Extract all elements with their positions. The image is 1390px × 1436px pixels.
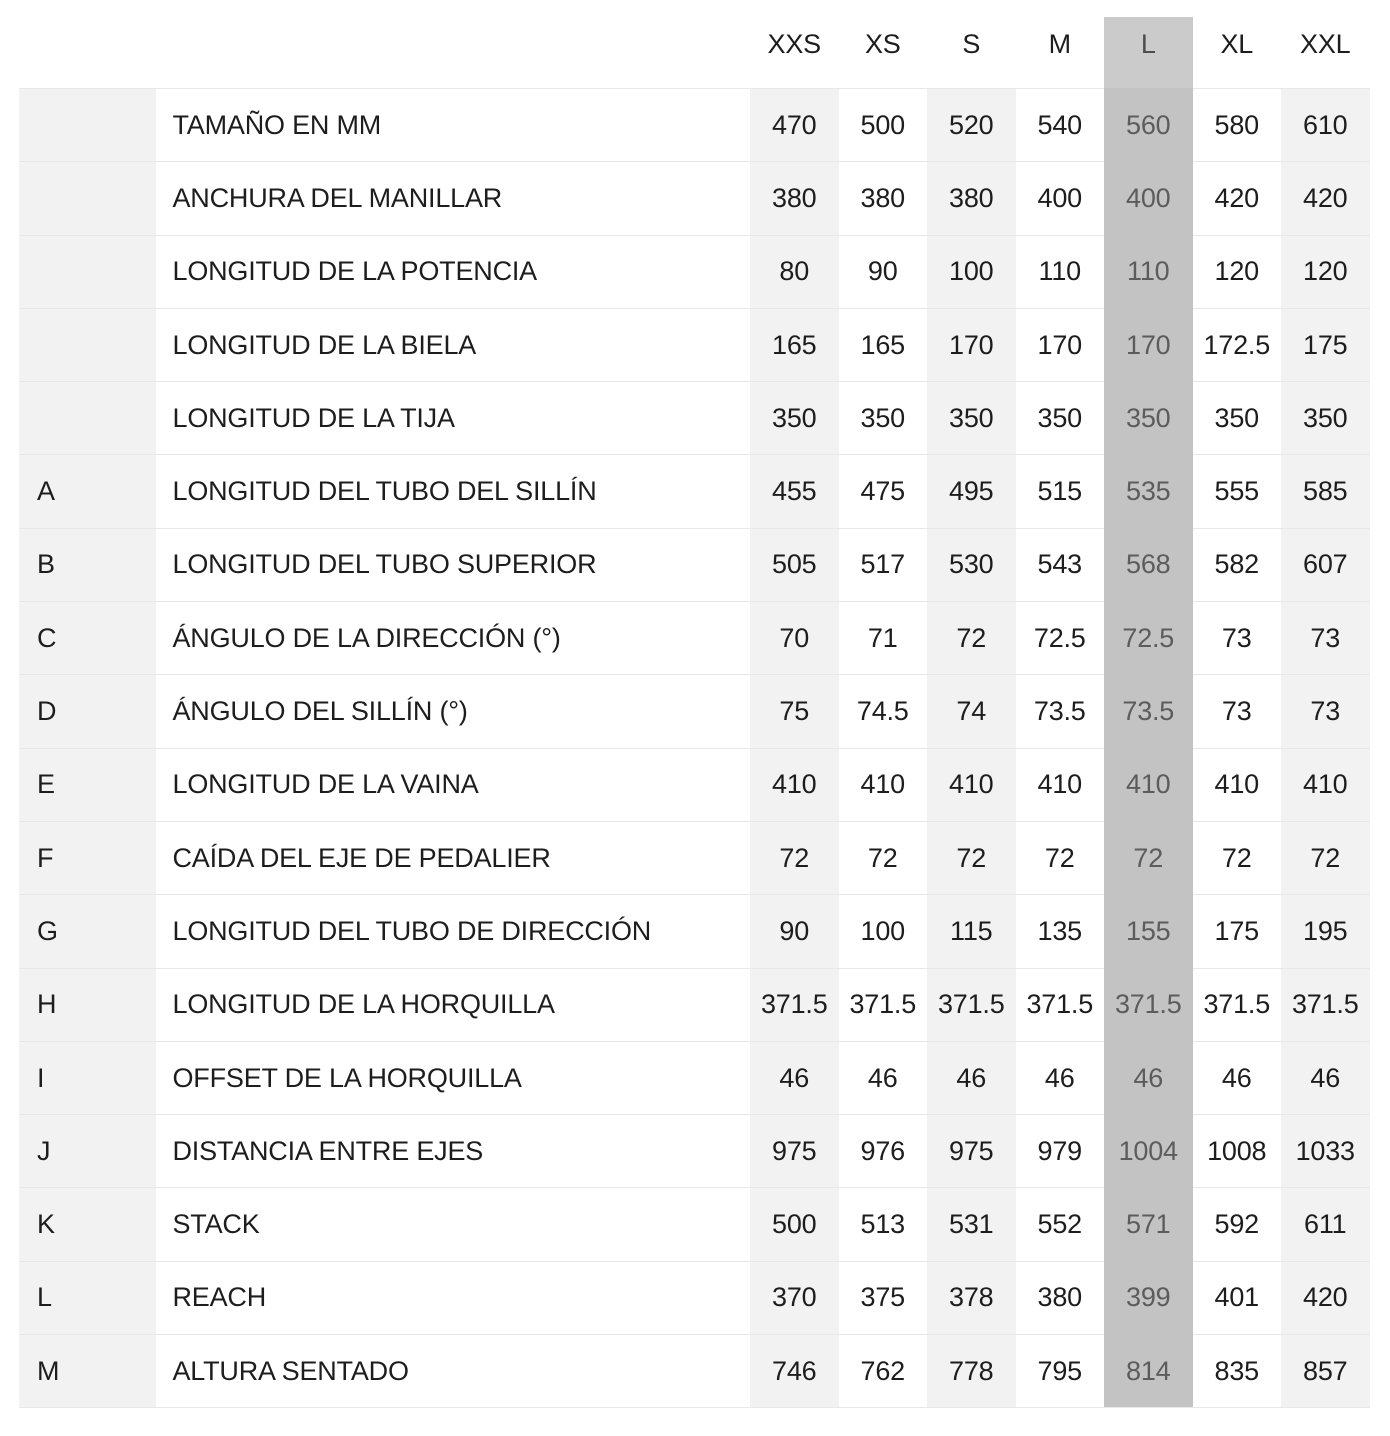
size-header-s[interactable]: S: [927, 0, 1016, 88]
value-cell: 380: [839, 161, 928, 234]
value-cell: 1004: [1104, 1114, 1193, 1187]
value-cell: 585: [1281, 454, 1370, 527]
value-cell: 505: [750, 528, 839, 601]
value-cell: 592: [1193, 1187, 1282, 1260]
value-cell: 835: [1193, 1334, 1282, 1407]
value-cell: 795: [1016, 1334, 1105, 1407]
row-letter: L: [19, 1261, 156, 1334]
value-cell: 580: [1193, 88, 1282, 161]
value-cell: 814: [1104, 1334, 1193, 1407]
value-cell: 530: [927, 528, 1016, 601]
value-cell: 380: [927, 161, 1016, 234]
value-cell: 73: [1193, 674, 1282, 747]
row-letter: C: [19, 601, 156, 674]
value-cell: 73: [1193, 601, 1282, 674]
value-cell: 979: [1016, 1114, 1105, 1187]
value-cell: 778: [927, 1334, 1016, 1407]
row-letter: H: [19, 968, 156, 1041]
value-cell: 350: [1281, 381, 1370, 454]
value-cell: 72: [750, 821, 839, 894]
value-cell: 73.5: [1016, 674, 1105, 747]
value-cell: 540: [1016, 88, 1105, 161]
value-cell: 73.5: [1104, 674, 1193, 747]
value-cell: 410: [1016, 748, 1105, 821]
size-header-xl[interactable]: XL: [1193, 0, 1282, 88]
row-label: LONGITUD DEL TUBO DE DIRECCIÓN: [156, 894, 751, 967]
value-cell: 410: [1281, 748, 1370, 821]
value-cell: 170: [927, 308, 1016, 381]
value-cell: 410: [1193, 748, 1282, 821]
value-cell: 400: [1104, 161, 1193, 234]
value-cell: 74.5: [839, 674, 928, 747]
value-cell: 568: [1104, 528, 1193, 601]
value-cell: 410: [1104, 748, 1193, 821]
size-header-l[interactable]: L: [1104, 0, 1193, 88]
value-cell: 46: [1104, 1041, 1193, 1114]
row-label: ÁNGULO DEL SILLÍN (°): [156, 674, 751, 747]
size-header-m[interactable]: M: [1016, 0, 1105, 88]
value-cell: 371.5: [927, 968, 1016, 1041]
row-label: ANCHURA DEL MANILLAR: [156, 161, 751, 234]
value-cell: 350: [1193, 381, 1282, 454]
value-cell: 380: [1016, 1261, 1105, 1334]
row-label: LONGITUD DE LA POTENCIA: [156, 235, 751, 308]
value-cell: 410: [839, 748, 928, 821]
value-cell: 552: [1016, 1187, 1105, 1260]
value-cell: 560: [1104, 88, 1193, 161]
value-cell: 610: [1281, 88, 1370, 161]
value-cell: 762: [839, 1334, 928, 1407]
value-cell: 420: [1193, 161, 1282, 234]
value-cell: 375: [839, 1261, 928, 1334]
value-cell: 1033: [1281, 1114, 1370, 1187]
value-cell: 46: [927, 1041, 1016, 1114]
row-label: CAÍDA DEL EJE DE PEDALIER: [156, 821, 751, 894]
row-label: STACK: [156, 1187, 751, 1260]
value-cell: 165: [839, 308, 928, 381]
value-cell: 120: [1193, 235, 1282, 308]
value-cell: 535: [1104, 454, 1193, 527]
value-cell: 155: [1104, 894, 1193, 967]
table-bottom-border: [19, 1407, 1370, 1408]
value-cell: 71: [839, 601, 928, 674]
value-cell: 72: [1104, 821, 1193, 894]
row-label: LONGITUD DE LA BIELA: [156, 308, 751, 381]
value-cell: 110: [1104, 235, 1193, 308]
value-cell: 543: [1016, 528, 1105, 601]
value-cell: 120: [1281, 235, 1370, 308]
value-cell: 110: [1016, 235, 1105, 308]
value-cell: 350: [927, 381, 1016, 454]
row-letter: G: [19, 894, 156, 967]
value-cell: 611: [1281, 1187, 1370, 1260]
value-cell: 420: [1281, 161, 1370, 234]
value-cell: 135: [1016, 894, 1105, 967]
row-label: TAMAÑO EN MM: [156, 88, 751, 161]
value-cell: 976: [839, 1114, 928, 1187]
geometry-table: [19, 0, 1370, 1407]
value-cell: 380: [750, 161, 839, 234]
value-cell: 72.5: [1104, 601, 1193, 674]
value-cell: 378: [927, 1261, 1016, 1334]
value-cell: 46: [839, 1041, 928, 1114]
value-cell: 410: [927, 748, 1016, 821]
value-cell: 100: [839, 894, 928, 967]
value-cell: 72.5: [1016, 601, 1105, 674]
value-cell: 350: [750, 381, 839, 454]
value-cell: 73: [1281, 601, 1370, 674]
value-cell: 72: [1016, 821, 1105, 894]
row-letter: [19, 308, 156, 381]
row-label: ALTURA SENTADO: [156, 1334, 751, 1407]
value-cell: 165: [750, 308, 839, 381]
value-cell: 46: [1016, 1041, 1105, 1114]
value-cell: 555: [1193, 454, 1282, 527]
size-header-xxl[interactable]: XXL: [1281, 0, 1370, 88]
value-cell: 513: [839, 1187, 928, 1260]
row-label: LONGITUD DE LA VAINA: [156, 748, 751, 821]
value-cell: 857: [1281, 1334, 1370, 1407]
value-cell: 72: [1281, 821, 1370, 894]
row-letter: A: [19, 454, 156, 527]
value-cell: 170: [1104, 308, 1193, 381]
row-letter: I: [19, 1041, 156, 1114]
value-cell: 371.5: [1193, 968, 1282, 1041]
value-cell: 70: [750, 601, 839, 674]
row-label: LONGITUD DE LA TIJA: [156, 381, 751, 454]
value-cell: 1008: [1193, 1114, 1282, 1187]
value-cell: 72: [927, 601, 1016, 674]
row-letter: [19, 161, 156, 234]
value-cell: 170: [1016, 308, 1105, 381]
value-cell: 975: [927, 1114, 1016, 1187]
value-cell: 746: [750, 1334, 839, 1407]
value-cell: 74: [927, 674, 1016, 747]
row-letter: D: [19, 674, 156, 747]
value-cell: 371.5: [1104, 968, 1193, 1041]
size-header-xxs[interactable]: XXS: [750, 0, 839, 88]
value-cell: 371.5: [750, 968, 839, 1041]
value-cell: 72: [927, 821, 1016, 894]
row-letter: K: [19, 1187, 156, 1260]
value-cell: 75: [750, 674, 839, 747]
value-cell: 115: [927, 894, 1016, 967]
row-letter: [19, 235, 156, 308]
value-cell: 370: [750, 1261, 839, 1334]
row-letter: F: [19, 821, 156, 894]
row-letter: [19, 381, 156, 454]
value-cell: 520: [927, 88, 1016, 161]
value-cell: 46: [750, 1041, 839, 1114]
value-cell: 371.5: [839, 968, 928, 1041]
value-cell: 399: [1104, 1261, 1193, 1334]
row-letter: B: [19, 528, 156, 601]
value-cell: 72: [1193, 821, 1282, 894]
value-cell: 175: [1281, 308, 1370, 381]
row-letter: [19, 88, 156, 161]
value-cell: 975: [750, 1114, 839, 1187]
value-cell: 401: [1193, 1261, 1282, 1334]
value-cell: 350: [1104, 381, 1193, 454]
row-letter: J: [19, 1114, 156, 1187]
row-label: LONGITUD DEL TUBO DEL SILLÍN: [156, 454, 751, 527]
value-cell: 571: [1104, 1187, 1193, 1260]
value-cell: 46: [1193, 1041, 1282, 1114]
value-cell: 72: [839, 821, 928, 894]
value-cell: 100: [927, 235, 1016, 308]
row-label: LONGITUD DEL TUBO SUPERIOR: [156, 528, 751, 601]
value-cell: 195: [1281, 894, 1370, 967]
value-cell: 73: [1281, 674, 1370, 747]
value-cell: 90: [750, 894, 839, 967]
size-header-xs[interactable]: XS: [839, 0, 928, 88]
row-label: REACH: [156, 1261, 751, 1334]
value-cell: 371.5: [1281, 968, 1370, 1041]
row-label: DISTANCIA ENTRE EJES: [156, 1114, 751, 1187]
value-cell: 172.5: [1193, 308, 1282, 381]
value-cell: 46: [1281, 1041, 1370, 1114]
row-label: ÁNGULO DE LA DIRECCIÓN (°): [156, 601, 751, 674]
value-cell: 500: [750, 1187, 839, 1260]
value-cell: 420: [1281, 1261, 1370, 1334]
value-cell: 455: [750, 454, 839, 527]
value-cell: 90: [839, 235, 928, 308]
value-cell: 371.5: [1016, 968, 1105, 1041]
value-cell: 350: [1016, 381, 1105, 454]
value-cell: 470: [750, 88, 839, 161]
value-cell: 410: [750, 748, 839, 821]
value-cell: 500: [839, 88, 928, 161]
value-cell: 531: [927, 1187, 1016, 1260]
row-label: LONGITUD DE LA HORQUILLA: [156, 968, 751, 1041]
value-cell: 400: [1016, 161, 1105, 234]
row-letter: M: [19, 1334, 156, 1407]
value-cell: 607: [1281, 528, 1370, 601]
value-cell: 495: [927, 454, 1016, 527]
table-corner: [19, 0, 750, 88]
row-label: OFFSET DE LA HORQUILLA: [156, 1041, 751, 1114]
value-cell: 517: [839, 528, 928, 601]
row-letter: E: [19, 748, 156, 821]
value-cell: 475: [839, 454, 928, 527]
value-cell: 582: [1193, 528, 1282, 601]
value-cell: 350: [839, 381, 928, 454]
value-cell: 175: [1193, 894, 1282, 967]
value-cell: 515: [1016, 454, 1105, 527]
value-cell: 80: [750, 235, 839, 308]
